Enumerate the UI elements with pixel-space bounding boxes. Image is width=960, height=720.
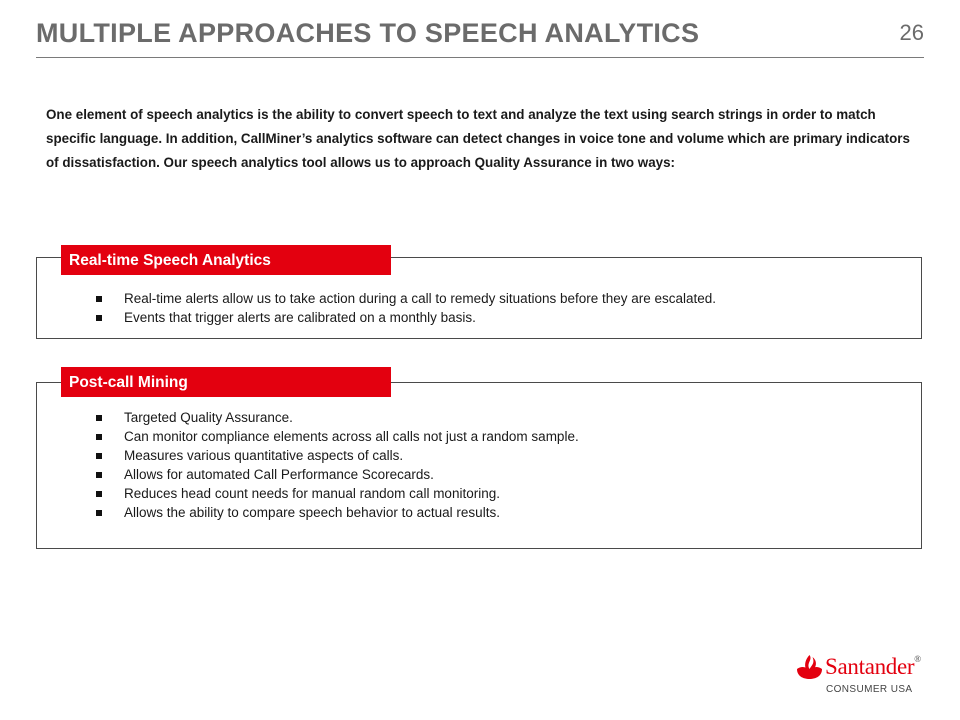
realtime-bullet-list — [96, 289, 896, 327]
list-item-text: Measures various quantitative aspects of calls. — [124, 448, 404, 463]
list-item — [96, 289, 896, 308]
list-item — [96, 484, 896, 503]
logo-wordmark: Santander® — [825, 654, 921, 679]
list-item — [96, 308, 896, 327]
list-item — [96, 446, 896, 465]
list-item-text: Reduces head count needs for manual random call monitoring. — [124, 486, 500, 501]
page-number: 26 — [899, 20, 924, 45]
bullet-square-icon — [96, 296, 102, 302]
title-divider — [36, 57, 924, 58]
page-title: MULTIPLE APPROACHES TO SPEECH ANALYTICS — [36, 18, 700, 48]
list-item-text: Can monitor compliance elements across all calls not just a random sample. — [124, 429, 579, 444]
santander-flame-icon — [796, 654, 823, 685]
bullet-square-icon — [96, 472, 102, 478]
registered-mark: ® — [914, 654, 921, 664]
bullet-square-icon — [96, 315, 102, 321]
logo-subtitle: CONSUMER USA — [826, 684, 913, 695]
list-item-text: Allows the ability to compare speech behavior to actual results. — [124, 505, 500, 520]
list-item — [96, 408, 896, 427]
list-item — [96, 503, 896, 522]
list-item-text: Events that trigger alerts are calibrated on a monthly basis. — [124, 310, 476, 325]
bullet-square-icon — [96, 453, 102, 459]
bullet-square-icon — [96, 434, 102, 440]
intro-paragraph: One element of speech analytics is the ability to convert speech to text and analyze the text using search strings in order to match specific language. In addition, CallMiner’s analytics software can detect changes in voice tone and volume which are primary indicators of dissatisfaction. Our speech analytics tool allows us to approach Quality Assurance in two ways: — [46, 107, 910, 170]
list-item — [96, 465, 896, 484]
santander-logo — [796, 652, 930, 702]
realtime-section-label: Real-time Speech Analytics — [61, 245, 391, 275]
bullet-square-icon — [96, 491, 102, 497]
list-item-text: Allows for automated Call Performance Scorecards. — [124, 467, 434, 482]
bullet-square-icon — [96, 415, 102, 421]
bullet-square-icon — [96, 510, 102, 516]
postcall-bullet-list — [96, 408, 896, 522]
list-item — [96, 427, 896, 446]
list-item-text: Targeted Quality Assurance. — [124, 410, 293, 425]
postcall-section-label: Post-call Mining — [61, 367, 391, 397]
list-item-text: Real-time alerts allow us to take action during a call to remedy situations before they are escalated. — [124, 291, 717, 306]
